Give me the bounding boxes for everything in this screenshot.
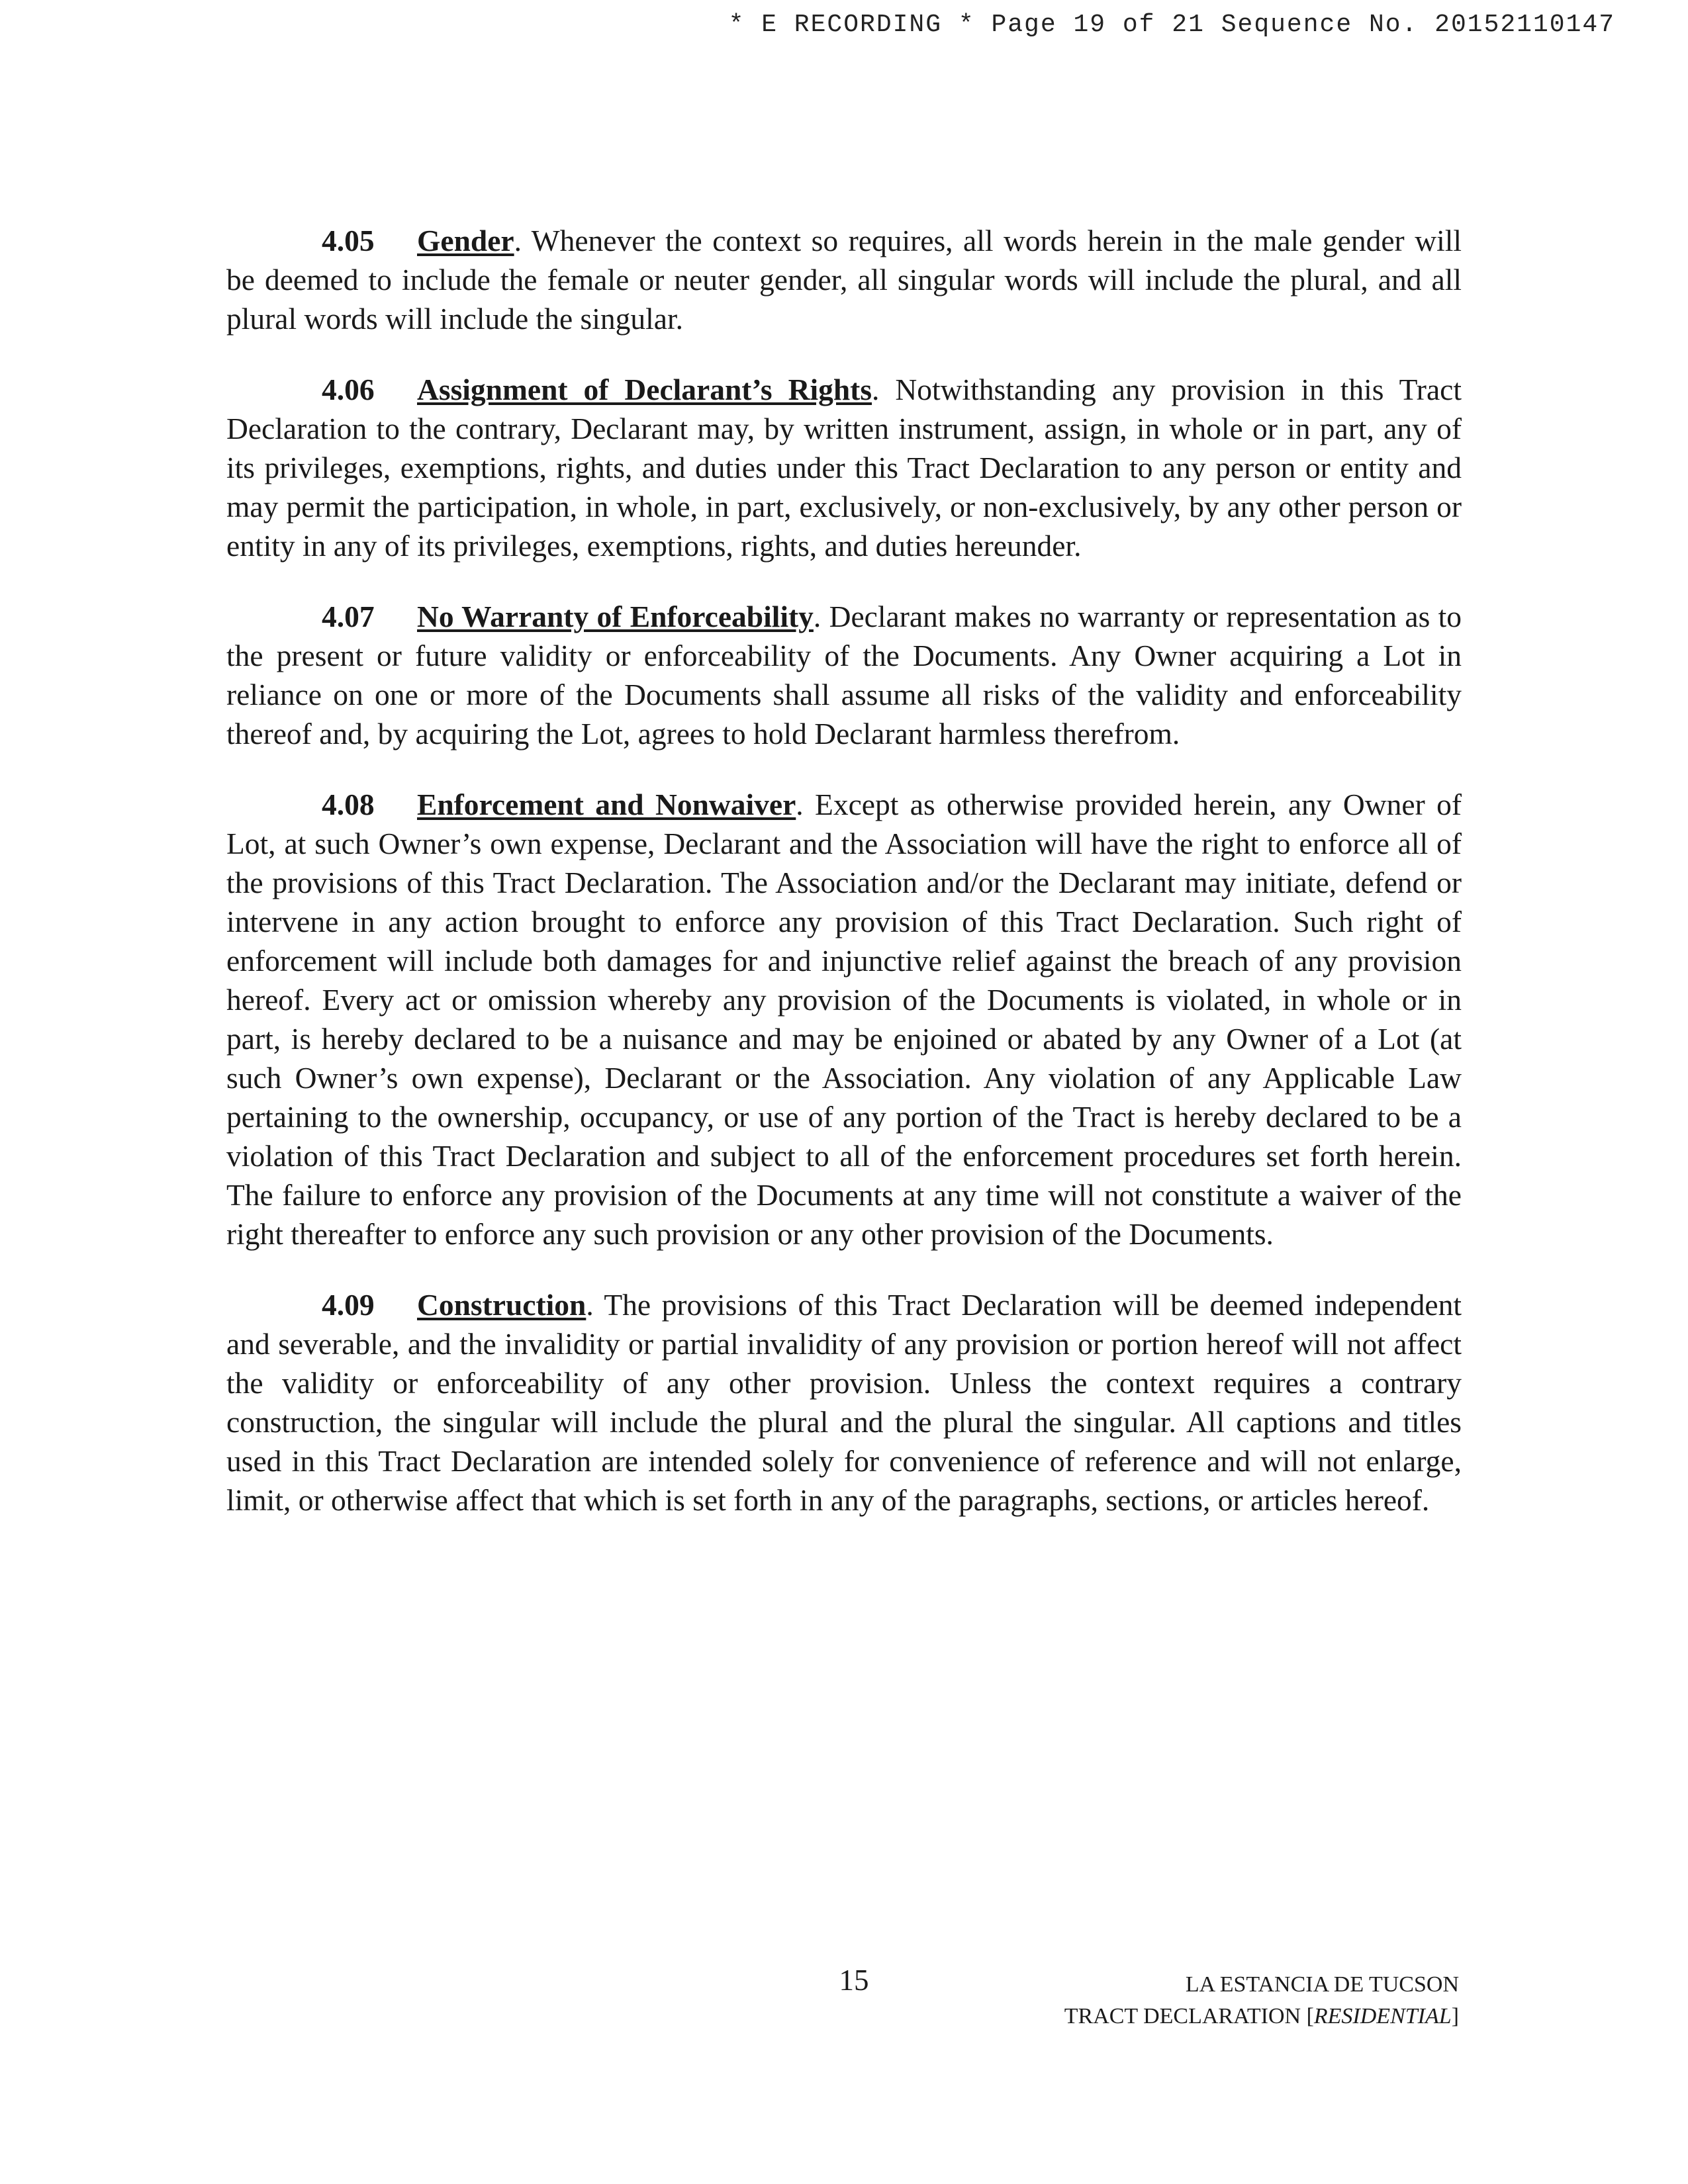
page-number: 15: [839, 1964, 869, 1997]
section-heading-punct: .: [813, 600, 821, 633]
footer-title-line2: [1064, 2001, 1459, 2032]
section-number: 4.09: [322, 1288, 375, 1322]
section-4-05: [226, 221, 1462, 338]
footer-title-suffix: ]: [1451, 2004, 1459, 2028]
section-4-08: [226, 785, 1462, 1253]
section-body: Notwithstanding any provision in this Tract Declaration to the contrary, Declarant may, by written instrument, assign, in whole or in part, any of its privileges, exemptions, rights, and duties under this Tract Declaration to any person or entity and may permit the participation, in whole, in part, exclusively, or non-exclusively, by any other person or entity in any of its privileges, exemptions, rights, and duties hereunder.: [226, 373, 1462, 563]
section-heading-punct: .: [796, 788, 804, 821]
footer-title-italic: RESIDENTIAL: [1313, 2004, 1452, 2028]
section-number: 4.05: [322, 224, 375, 257]
footer-title-line1: LA ESTANCIA DE TUCSON: [1185, 1972, 1459, 1997]
section-number: 4.08: [322, 788, 375, 821]
section-body: The provisions of this Tract Declaration will be deemed independent and severable, and the invalidity or partial invalidity of any provision or portion hereof will not affect the validity or enforceability of any other provision. Unless the context requires a contrary construction, the singular will include the plural and the plural the singular. All captions and titles used in this Tract Declaration are intended solely for convenience of reference and will not enlarge, limit, or otherwise affect that which is set forth in any of the paragraphs, sections, or articles hereof.: [226, 1288, 1462, 1517]
section-heading: Construction: [417, 1288, 586, 1322]
section-heading-punct: .: [586, 1288, 594, 1322]
section-4-09: [226, 1285, 1462, 1520]
section-body: Whenever the context so requires, all words herein in the male gender will be deemed to include the female or neuter gender, all singular words will include the plural, and all plural words will include the singular.: [226, 224, 1462, 336]
footer-document-title: [1064, 1969, 1459, 2032]
section-4-07: [226, 597, 1462, 753]
section-number: 4.07: [322, 600, 375, 633]
section-heading: Assignment of Declarant’s Rights: [417, 373, 872, 406]
footer-title-prefix: TRACT DECLARATION [: [1064, 2004, 1314, 2028]
section-body: Declarant makes no warranty or representation as to the present or future validity or enforceability of the Documents. Any Owner acquiring a Lot in reliance on one or more of the Documents shall assume all risks of the validity and enforceability thereof and, by acquiring the Lot, agrees to hold Declarant harmless therefrom.: [226, 600, 1462, 751]
document-body: [226, 221, 1462, 1551]
section-body: Except as otherwise provided herein, any Owner of Lot, at such Owner’s own expense, Declarant and the Association will have the right to enforce all of the provisions of this Tract Declaration. The Association and/or the Declarant may initiate, defend or intervene in any action brought to enforce any provision of this Tract Declaration. Such right of enforcement will include both damages for and injunctive relief against the breach of any provision hereof. Every act or omission whereby any provision of the Documents is violated, in whole or in part, is hereby declared to be a nuisance and may be enjoined or abated by any Owner of a Lot (at such Owner’s own expense), Declarant or the Association. Any violation of any Applicable Law pertaining to the ownership, occupancy, or use of any portion of the Tract is hereby declared to be a violation of this Tract Declaration and subject to all of the enforcement procedures set forth herein. The failure to enforce any provision of the Documents at any time will not constitute a waiver of the right thereafter to enforce any such provision or any other provision of the Documents.: [226, 788, 1462, 1251]
recording-header: * E RECORDING * Page 19 of 21 Sequence No. 20152110147: [728, 11, 1615, 39]
section-heading: No Warranty of Enforceability: [417, 600, 814, 633]
section-number: 4.06: [322, 373, 375, 406]
section-heading-punct: .: [514, 224, 522, 257]
section-4-06: [226, 370, 1462, 565]
section-heading-punct: .: [872, 373, 880, 406]
section-heading: Enforcement and Nonwaiver: [417, 788, 796, 821]
section-heading: Gender: [417, 224, 514, 257]
